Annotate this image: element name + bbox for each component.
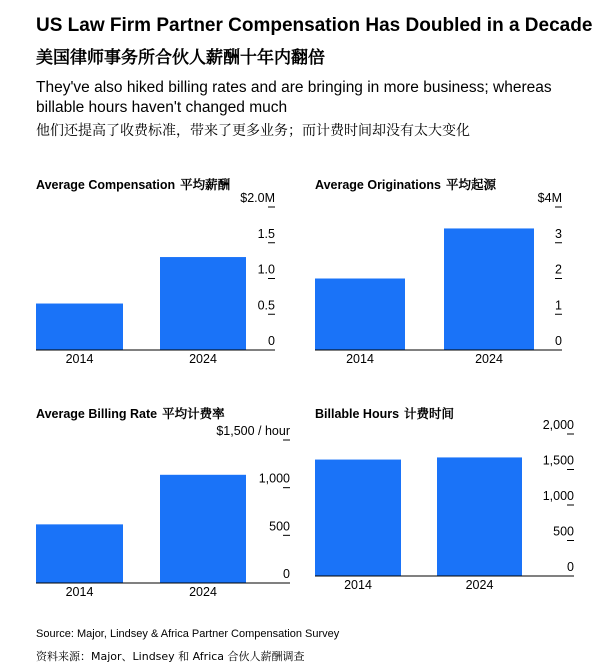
- y-tick-label: 1.5: [257, 226, 275, 241]
- y-tick-label: 1: [555, 298, 562, 313]
- x-tick-label: 2014: [65, 585, 94, 599]
- panel-title-cn: 平均计费率: [162, 406, 225, 421]
- chart-subtitle-chinese: 他们还提高了收费标准，带来了更多业务；而计费时间却没有太大变化: [36, 123, 470, 139]
- x-tick-label: 2014: [344, 578, 372, 592]
- bar-2024: [444, 228, 534, 350]
- bar-2024: [437, 457, 522, 576]
- y-tick-label: $4M: [537, 191, 562, 205]
- y-tick-label: 1.0: [257, 262, 275, 277]
- y-tick-label: 0.5: [257, 298, 275, 313]
- x-tick-label: 2024: [475, 352, 503, 366]
- y-tick-label: 1,000: [542, 489, 574, 503]
- y-tick-label: 1,500: [542, 453, 574, 468]
- panel-title-en: Average Originations: [315, 178, 441, 192]
- y-tick-label: 0: [567, 560, 574, 574]
- bar-2014: [315, 279, 405, 351]
- y-tick-label: $2.0M: [240, 191, 275, 205]
- y-tick-label: 0: [283, 567, 290, 581]
- y-tick-label: 2,000: [542, 418, 574, 432]
- panel-title-en: Average Billing Rate: [36, 407, 158, 421]
- x-tick-label: 2024: [465, 578, 494, 592]
- source-note-chinese: 资料来源：Major、Lindsey 和 Africa 合伙人薪酬调查: [36, 650, 305, 663]
- bar-2014: [36, 524, 123, 583]
- y-tick-label: 500: [269, 519, 290, 534]
- bar-2014: [315, 460, 401, 576]
- source-note: Source: Major, Lindsey & Africa Partner Compensation Survey: [36, 628, 340, 640]
- panel-title-cn: 平均起源: [445, 177, 496, 192]
- x-tick-label: 2014: [65, 352, 94, 366]
- panel-title-cn: 计费时间: [404, 406, 455, 421]
- y-tick-label: 0: [268, 334, 275, 348]
- chart-title: US Law Firm Partner Compensation Has Doubled in a Decade: [36, 15, 593, 36]
- y-tick-label: 0: [555, 334, 562, 348]
- x-tick-label: 2024: [189, 585, 217, 599]
- y-tick-label: 500: [553, 524, 574, 539]
- y-tick-label: 3: [555, 226, 562, 241]
- x-tick-label: 2014: [346, 352, 374, 366]
- bar-2024: [160, 257, 246, 350]
- x-tick-label: 2024: [189, 352, 217, 366]
- y-tick-label: $1,500 / hour: [216, 424, 290, 438]
- bar-2014: [36, 304, 123, 350]
- y-tick-label: 1,000: [258, 471, 290, 486]
- y-tick-label: 2: [555, 262, 562, 277]
- chart-subtitle: They've also hiked billing rates and are bringing in more business; whereas billable hours haven't changed much: [36, 79, 552, 116]
- panel-title-en: Average Compensation: [36, 178, 176, 192]
- bar-2024: [160, 475, 246, 583]
- panel-title-cn: 平均薪酬: [180, 177, 231, 192]
- chart-title-chinese: 美国律师事务所合伙人薪酬十年内翻倍: [36, 48, 325, 68]
- panel-title-en: Billable Hours: [315, 407, 400, 421]
